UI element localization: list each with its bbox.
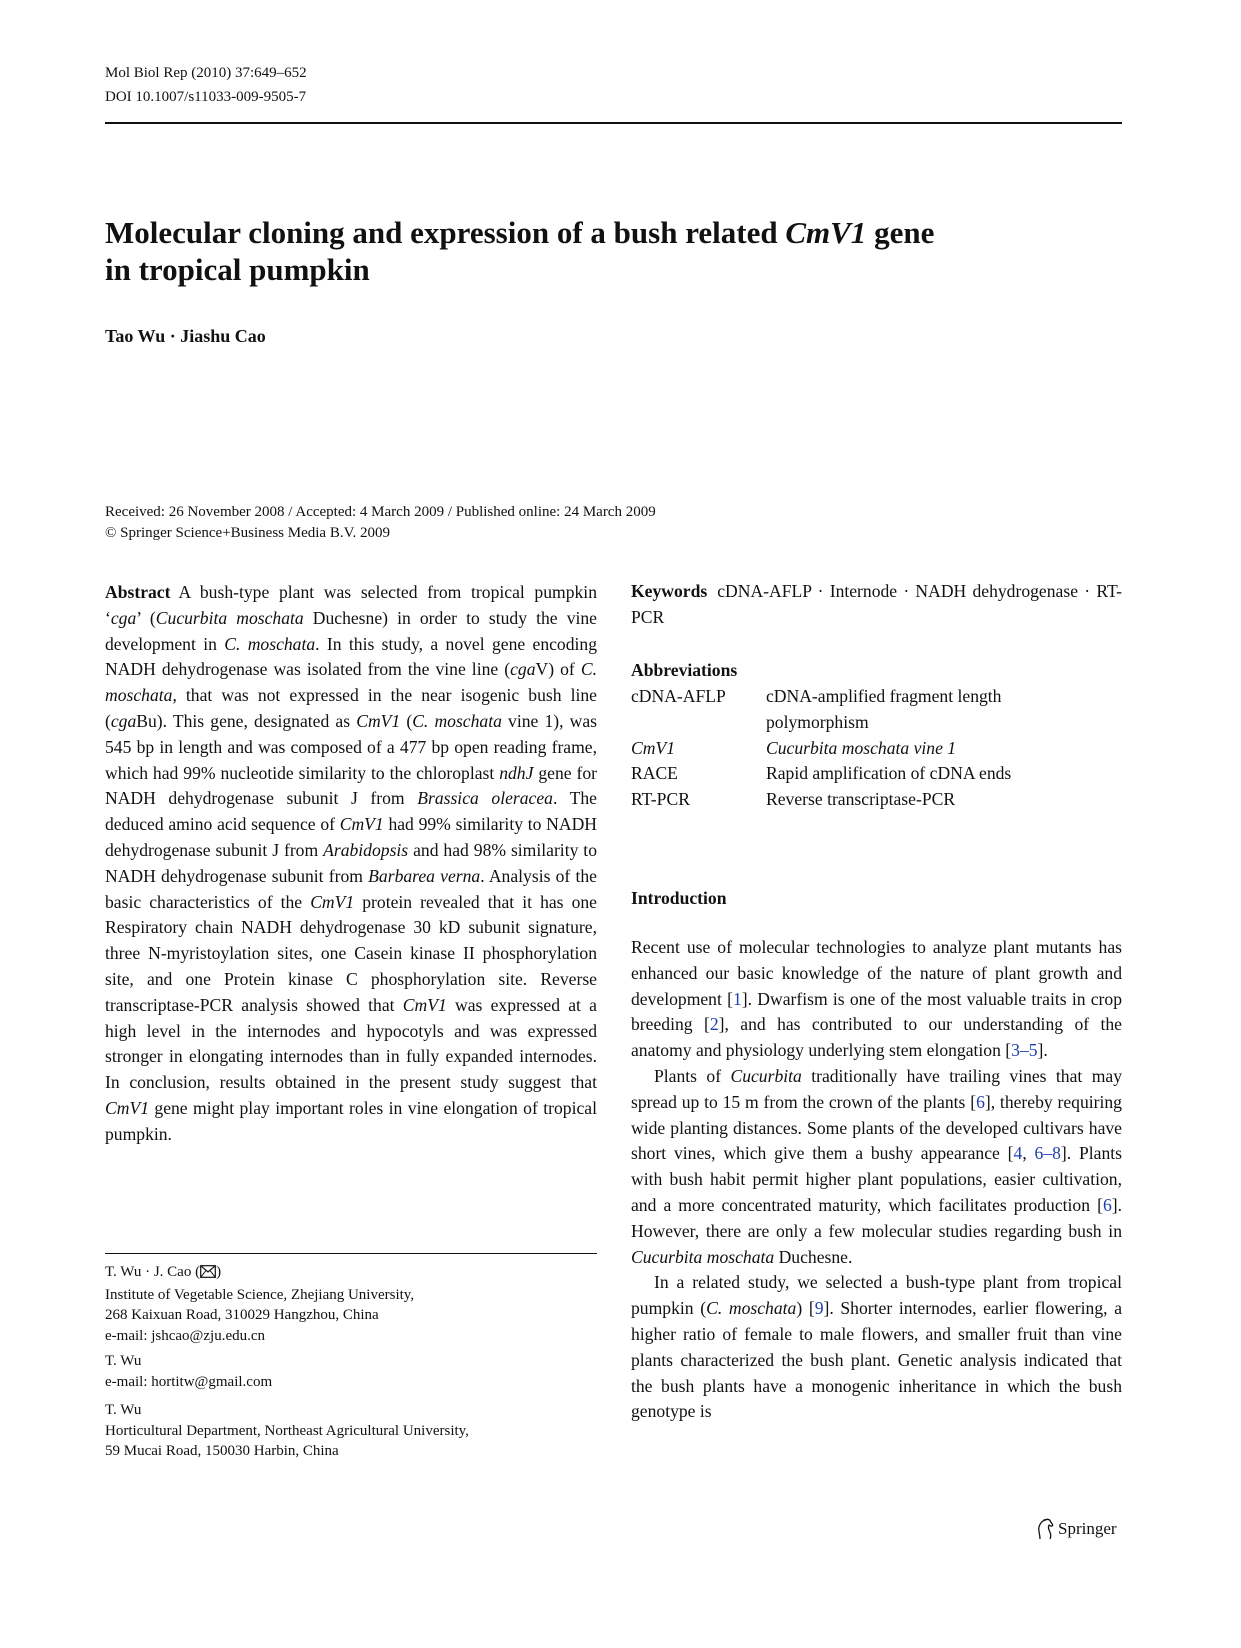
publisher-name: Springer (1058, 1519, 1117, 1538)
paragraph: Recent use of molecular technologies to analyze plant mutants has enhanced our basic knowledge of the nature of plant growth and development [1]. Dwarfism is one of the most valuable traits in crop breeding [2], and has contributed to our understanding of the anatomy and physiology underlying stem elongation [3–5]. (631, 937, 1122, 1061)
abbreviation-row (631, 684, 1106, 736)
citation-link[interactable]: 3–5 (1011, 1040, 1038, 1061)
abbreviation-definition: Cucurbita moschata vine 1 (766, 737, 957, 758)
introduction-body (631, 935, 1122, 1425)
abbreviation-definition: Rapid amplification of cDNA ends (766, 763, 1012, 784)
keywords (631, 579, 1122, 631)
citation-link[interactable]: 4 (1013, 1143, 1023, 1164)
affiliation-block (105, 1400, 469, 1462)
history-dates: Received: 26 November 2008 / Accepted: 4 March 2009 / Published online: 24 March 2009 (105, 504, 656, 520)
abbreviation-definition: Reverse transcriptase-PCR (766, 789, 956, 810)
abbreviation-row (631, 787, 1106, 813)
copyright: © Springer Science+Business Media B.V. 2009 (105, 525, 390, 541)
affiliation-line: 268 Kaixuan Road, 310029 Hangzhou, China (105, 1307, 379, 1323)
footnote-rule (105, 1253, 597, 1254)
abbreviation-definition: cDNA-amplified fragment length polymorphism (766, 686, 1002, 732)
doi: DOI 10.1007/s11033-009-9505-7 (105, 89, 307, 105)
citation-link[interactable]: 1 (732, 988, 742, 1009)
affiliation-line: Horticultural Department, Northeast Agricultural University, (105, 1422, 469, 1439)
abbreviation-term: RACE (631, 763, 678, 784)
citation-link[interactable]: 6 (1102, 1194, 1112, 1215)
email-address[interactable]: e-mail: jshcao@zju.edu.cn (105, 1327, 266, 1344)
affiliation-names: T. Wu · J. Cao ( ) (105, 1262, 414, 1285)
citation-link[interactable]: 6–8 (1034, 1143, 1061, 1164)
authors: Tao Wu · Jiashu Cao (105, 326, 266, 346)
abbreviation-row (631, 736, 1106, 762)
email-address[interactable]: e-mail: hortitw@gmail.com (105, 1373, 273, 1390)
abbreviation-term: cDNA-AFLP (631, 686, 726, 706)
abstract: Abstract A bush-type plant was selected from tropical pumpkin ‘cga’ (Cucurbita moschata Duchesne) in order to study the vine development in C. moschata. In this study, a novel gene encoding NADH dehydrogenase was isolated from the vine line (cgaV) of C. moschata, that was not expressed in the near isogenic bush line (cgaBu). This gene, designated as CmV1 (C. moschata vine 1), was 545 bp in length and was composed of a 477 bp open reading frame, which had 99% nucleotide similarity to the chloroplast ndhJ gene for NADH dehydrogenase subunit J from Brassica oleracea. The deduced amino acid sequence of CmV1 had 99% similarity to NADH dehydrogenase subunit J from Arabidopsis and had 98% similarity to NADH dehydrogenase subunit from Barbarea verna. Analysis of the basic characteristics of the CmV1 protein revealed that it has one Respiratory chain NADH dehydrogenase 30 kD subunit signature, three N-myristoylation sites, one Casein kinase II phosphorylation site, and one Protein kinase C phosphorylation site. Reverse transcriptase-PCR analysis showed that CmV1 was expressed at a high level in the internodes and hypocotyls and was expressed stronger in elongating internodes than in fully expanded internodes. In conclusion, results obtained in the present study suggest that CmV1 gene might play important roles in vine elongation of tropical pumpkin. (105, 582, 598, 1144)
springer-horse-icon (1036, 1518, 1054, 1540)
citation-link[interactable]: 9 (814, 1298, 824, 1319)
affiliation-block (105, 1351, 272, 1392)
citation-link[interactable]: 6 (976, 1091, 985, 1112)
abbreviation-row (631, 761, 1106, 787)
affiliation-names: T. Wu (105, 1402, 142, 1418)
keywords-label: Keywords (631, 581, 708, 601)
affiliation-line: 59 Mucai Road, 150030 Harbin, China (105, 1443, 339, 1459)
citation-link[interactable]: 2 (709, 1014, 719, 1035)
publisher-logo (1036, 1517, 1117, 1541)
envelope-icon[interactable] (200, 1264, 216, 1285)
abbreviation-term: RT-PCR (631, 789, 690, 810)
abbreviations-heading: Abbreviations (631, 660, 738, 680)
paper-title: Molecular cloning and expression of a bush related CmV1 gene in tropical pumpkin (105, 215, 935, 287)
keywords-text: cDNA-AFLP · Internode · NADH dehydrogenase · RT-PCR (631, 581, 1122, 627)
header-rule (105, 122, 1122, 124)
journal-citation: Mol Biol Rep (2010) 37:649–652 (105, 65, 307, 81)
paragraph: In a related study, we selected a bush-type plant from tropical pumpkin (C. moschata) [9]. Shorter internodes, earlier flowering, a higher ratio of female to male flowers, and smaller fruit than vine plants characterized the bush plant. Genetic analysis indicated that the bush plants have a monogenic inheritance in which the bush genotype is (631, 1272, 1122, 1422)
abbreviations-table (631, 684, 1106, 813)
affiliation-names: T. Wu (105, 1353, 142, 1369)
article-history (105, 502, 656, 544)
abstract-label: Abstract (105, 582, 171, 602)
affiliation-line: Institute of Vegetable Science, Zhejiang University, (105, 1286, 415, 1303)
introduction-heading: Introduction (631, 888, 727, 908)
affiliation-block (105, 1262, 414, 1346)
paragraph: Plants of Cucurbita traditionally have trailing vines that may spread up to 15 m from the crown of the plants [6], thereby requiring wide planting distances. Some plants of the developed cultivars have short vines, which give them a bushy appearance [4, 6–8]. Plants with bush habit permit higher plant populations, easier cultivation, and a more concentrated maturity, which facilitates production [6]. However, there are only a few molecular studies regarding bush in Cucurbita moschata Duchesne. (631, 1065, 1123, 1267)
abbreviation-term: CmV1 (631, 737, 675, 758)
